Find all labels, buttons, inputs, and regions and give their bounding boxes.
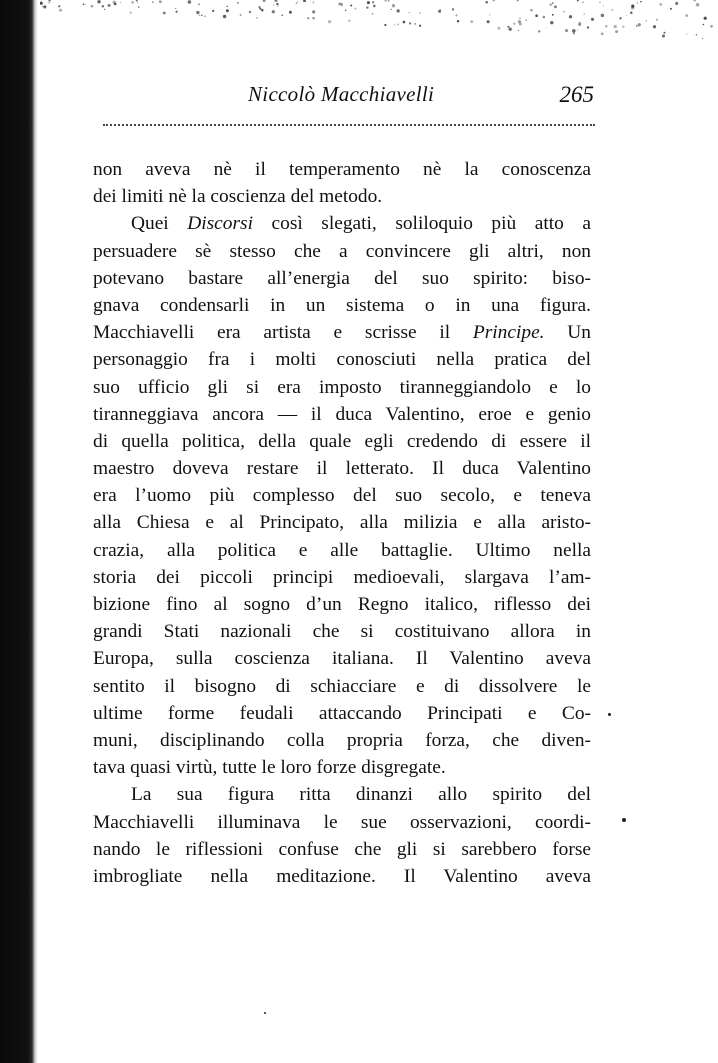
noise-speck	[373, 5, 376, 8]
noise-speck	[611, 9, 613, 11]
text-segment: ultime forme feudali attaccando Principati e Co-	[93, 702, 591, 724]
noise-speck	[274, 0, 277, 2]
noise-speck	[137, 1, 138, 2]
text-segment: di quella politica, della quale egli credendo di essere il	[93, 430, 591, 452]
noise-speck	[457, 20, 459, 22]
noise-speck	[296, 2, 298, 4]
noise-speck	[574, 31, 575, 32]
noise-speck	[163, 12, 166, 15]
noise-speck	[350, 4, 352, 6]
noise-speck	[91, 5, 94, 8]
text-segment: persuadere sè stesso che a convincere gli altri, non	[93, 240, 591, 262]
text-line	[93, 618, 591, 645]
noise-speck	[102, 5, 104, 7]
noise-speck	[507, 26, 509, 28]
noise-speck	[394, 24, 395, 25]
text-line	[93, 401, 591, 428]
noise-speck	[108, 4, 111, 7]
noise-speck	[303, 0, 306, 2]
text-line	[93, 265, 591, 292]
noise-speck	[675, 2, 678, 5]
noise-speck	[392, 4, 395, 7]
text-line	[93, 319, 591, 346]
noise-speck	[573, 32, 575, 34]
book-spine-shadow	[0, 0, 38, 1063]
noise-speck	[552, 14, 554, 16]
noise-speck	[372, 13, 374, 15]
running-title: Niccolò Macchiavelli	[248, 82, 435, 106]
noise-speck	[204, 15, 206, 17]
text-segment: Macchiavelli illuminava le sue osservazioni, coordi-	[93, 811, 591, 833]
noise-speck	[196, 11, 199, 14]
noise-speck	[152, 1, 154, 3]
noise-speck	[664, 32, 666, 34]
noise-speck	[583, 13, 585, 15]
noise-speck	[653, 25, 656, 28]
text-segment: muni, disciplinando colla propria forza, che diven-	[93, 729, 591, 751]
noise-speck	[261, 9, 264, 12]
noise-speck	[656, 19, 658, 21]
noise-speck	[637, 2, 638, 3]
noise-speck	[281, 14, 283, 16]
noise-speck	[519, 23, 522, 26]
page-number: 265	[559, 82, 594, 107]
noise-speck	[670, 8, 672, 10]
noise-speck	[455, 14, 457, 16]
noise-speck	[188, 0, 192, 4]
text-line	[93, 700, 591, 727]
noise-speck	[452, 8, 454, 10]
noise-speck	[563, 11, 564, 12]
noise-speck	[138, 6, 140, 8]
noise-speck	[577, 0, 579, 2]
noise-speck	[176, 11, 178, 13]
noise-speck	[543, 16, 546, 19]
noise-speck	[497, 27, 500, 30]
text-segment: crazia, alla politica e alle battaglie. Ultimo nella	[93, 539, 591, 561]
noise-speck	[367, 1, 370, 4]
text-segment: La sua figura ritta dinanzi allo spirito del	[131, 784, 591, 806]
noise-speck	[85, 4, 86, 5]
noise-speck	[518, 30, 519, 31]
noise-speck	[601, 32, 604, 35]
noise-speck	[550, 21, 553, 24]
scan-speck	[264, 1012, 266, 1014]
noise-speck	[517, 0, 519, 1]
text-line	[93, 238, 591, 265]
noise-speck	[226, 9, 229, 12]
noise-speck	[602, 5, 603, 6]
text-segment: Macchiavelli era artista e scrisse il	[93, 322, 473, 344]
noise-speck	[237, 2, 239, 4]
noise-speck	[626, 15, 627, 16]
noise-speck	[40, 2, 43, 5]
noise-speck	[114, 3, 117, 6]
noise-speck	[390, 9, 392, 11]
noise-speck	[492, 0, 495, 1]
noise-speck	[240, 14, 242, 16]
noise-speck	[694, 0, 696, 2]
noise-speck	[565, 29, 568, 32]
text-line	[93, 754, 591, 781]
noise-speck	[702, 38, 703, 39]
noise-speck	[569, 15, 572, 18]
noise-speck	[640, 1, 642, 3]
noise-speck	[605, 25, 608, 28]
noise-speck	[696, 3, 699, 6]
text-line	[93, 727, 591, 754]
scan-noise-top	[40, 0, 718, 50]
text-line	[93, 537, 591, 564]
noise-speck	[277, 5, 278, 6]
noise-speck	[582, 2, 583, 3]
text-segment: non aveva nè il temperamento nè la conoscenza	[93, 159, 591, 180]
noise-speck	[487, 20, 490, 23]
noise-speck	[226, 6, 227, 7]
noise-speck	[199, 15, 201, 17]
noise-speck	[345, 9, 347, 11]
scan-speck	[622, 818, 626, 822]
noise-speck	[312, 1, 314, 3]
noise-speck	[372, 1, 374, 3]
noise-speck	[212, 10, 214, 12]
noise-speck	[552, 2, 554, 4]
noise-speck	[546, 28, 547, 29]
noise-speck	[256, 17, 258, 19]
italic-title: Principe.	[472, 322, 545, 344]
noise-speck	[48, 2, 50, 4]
text-segment: bizione fino al sogno d’un Regno italico, riflesso dei	[93, 594, 591, 615]
noise-speck	[599, 2, 600, 3]
noise-speck	[276, 3, 278, 5]
body-text	[93, 156, 591, 890]
noise-speck	[130, 11, 132, 13]
noise-speck	[43, 5, 46, 8]
noise-speck	[703, 24, 705, 26]
noise-speck	[710, 25, 713, 28]
noise-speck	[366, 6, 368, 8]
noise-speck	[396, 9, 399, 12]
text-segment: nando le riflessioni confuse che gli si sarebbero forse	[93, 838, 591, 860]
text-segment: alla Chiesa e al Principato, alla milizia e alla aristo-	[93, 512, 591, 534]
noise-speck	[591, 18, 594, 21]
noise-speck	[577, 30, 578, 31]
noise-speck	[384, 24, 386, 26]
noise-speck	[587, 26, 589, 28]
noise-speck	[354, 8, 356, 10]
noise-speck	[136, 0, 138, 1]
noise-speck	[686, 33, 687, 34]
noise-speck	[289, 11, 292, 14]
text-segment: era l’uomo più complesso del suo secolo, e teneva	[93, 485, 591, 507]
noise-speck	[509, 28, 512, 31]
text-line	[93, 428, 591, 455]
noise-speck	[440, 9, 441, 10]
text-segment: potevano bastare all’energia del suo spirito: biso-	[93, 267, 591, 289]
noise-speck	[438, 10, 441, 13]
noise-speck	[530, 9, 532, 11]
text-line	[93, 509, 591, 536]
noise-speck	[419, 13, 420, 14]
noise-speck	[409, 12, 410, 13]
text-line	[93, 292, 591, 319]
text-line	[93, 836, 591, 863]
text-segment: così slegati, soliloquio più atto a	[252, 213, 591, 235]
noise-speck	[614, 25, 617, 28]
text-line	[93, 809, 591, 836]
scan-speck	[608, 713, 611, 716]
noise-speck	[631, 6, 635, 10]
noise-speck	[308, 18, 309, 19]
text-line	[93, 645, 591, 672]
text-line	[93, 346, 591, 373]
noise-speck	[272, 10, 275, 13]
noise-speck	[578, 24, 581, 27]
noise-speck	[622, 26, 624, 28]
text-segment: Quei	[131, 213, 188, 235]
text-segment: grandi Stati nazionali che si costituivano allora in	[93, 621, 591, 643]
noise-speck	[489, 14, 490, 15]
noise-speck	[662, 35, 665, 38]
noise-speck	[59, 9, 62, 12]
noise-speck	[572, 29, 576, 33]
noise-speck	[659, 3, 662, 6]
noise-speck	[554, 5, 557, 8]
noise-speck	[328, 20, 331, 23]
noise-speck	[414, 23, 416, 25]
noise-speck	[223, 15, 226, 18]
noise-speck	[630, 12, 633, 15]
noise-speck	[201, 14, 203, 16]
noise-speck	[297, 1, 299, 3]
noise-speck	[704, 17, 707, 20]
noise-speck	[619, 18, 621, 20]
running-header	[93, 74, 598, 114]
noise-speck	[638, 23, 641, 26]
noise-speck	[550, 4, 552, 6]
noise-speck	[48, 0, 50, 1]
noise-speck	[645, 20, 646, 21]
text-line	[93, 482, 591, 509]
noise-speck	[470, 20, 473, 23]
noise-speck	[159, 0, 162, 3]
noise-speck	[258, 6, 260, 8]
noise-speck	[525, 19, 527, 21]
text-line	[93, 183, 591, 210]
noise-speck	[83, 3, 85, 5]
text-segment: gnava condensarli in un sistema o in una figura.	[93, 294, 591, 316]
noise-speck	[273, 4, 274, 5]
noise-speck	[338, 3, 341, 6]
noise-speck	[312, 10, 315, 13]
noise-speck	[42, 6, 43, 7]
noise-speck	[388, 0, 389, 1]
noise-speck	[312, 17, 315, 20]
text-line	[93, 374, 591, 401]
italic-title: Discorsi	[187, 213, 253, 235]
noise-speck	[615, 30, 618, 33]
text-segment: maestro doveva restare il letterato. Il duca Valentino	[93, 458, 591, 480]
noise-speck	[131, 1, 134, 4]
text-segment: imbrogliate nella meditazione. Il Valentino aveva	[93, 865, 591, 887]
text-line	[93, 781, 591, 808]
noise-speck	[409, 22, 411, 24]
noise-speck	[249, 11, 252, 14]
noise-speck	[485, 1, 488, 4]
noise-speck	[97, 0, 100, 3]
text-line	[93, 564, 591, 591]
noise-speck	[397, 23, 399, 25]
text-line	[93, 210, 591, 237]
noise-speck	[696, 34, 697, 35]
text-segment: suo ufficio gli si era imposto tiranneggiandolo e lo	[93, 376, 591, 398]
noise-speck	[601, 14, 605, 18]
text-segment: tiranneggiava ancora — il duca Valentino, eroe e genio	[93, 403, 591, 425]
noise-speck	[104, 9, 105, 10]
noise-speck	[538, 30, 541, 33]
noise-speck	[58, 6, 60, 8]
text-segment: Europa, sulla coscienza italiana. Il Valentino aveva	[93, 648, 591, 670]
text-segment: tava quasi virtù, tutte le loro forze disgregate.	[93, 757, 446, 779]
text-segment: storia dei piccoli principi medioevali, slargava l’am-	[93, 566, 591, 588]
noise-speck	[120, 2, 121, 3]
text-line	[93, 863, 591, 890]
noise-speck	[685, 14, 688, 17]
noise-speck	[198, 3, 200, 5]
text-line	[93, 156, 591, 183]
noise-speck	[384, 0, 387, 2]
noise-speck	[419, 25, 421, 27]
text-segment: personaggio fra i molti conosciuti nella pratica del	[93, 349, 591, 371]
noise-speck	[535, 14, 538, 17]
text-segment: sentito il bisogno di schiacciare e di dissolvere le	[93, 675, 591, 697]
noise-speck	[636, 25, 638, 27]
text-line	[93, 673, 591, 700]
noise-speck	[175, 8, 176, 9]
noise-speck	[263, 0, 266, 2]
noise-speck	[519, 18, 521, 20]
noise-speck	[403, 21, 406, 24]
noise-speck	[513, 23, 515, 25]
text-line	[93, 591, 591, 618]
header-rule	[103, 124, 595, 126]
text-segment: Un	[544, 322, 591, 344]
noise-speck	[348, 20, 350, 22]
text-segment: dei limiti nè la coscienza del metodo.	[93, 186, 383, 208]
text-line	[93, 455, 591, 482]
